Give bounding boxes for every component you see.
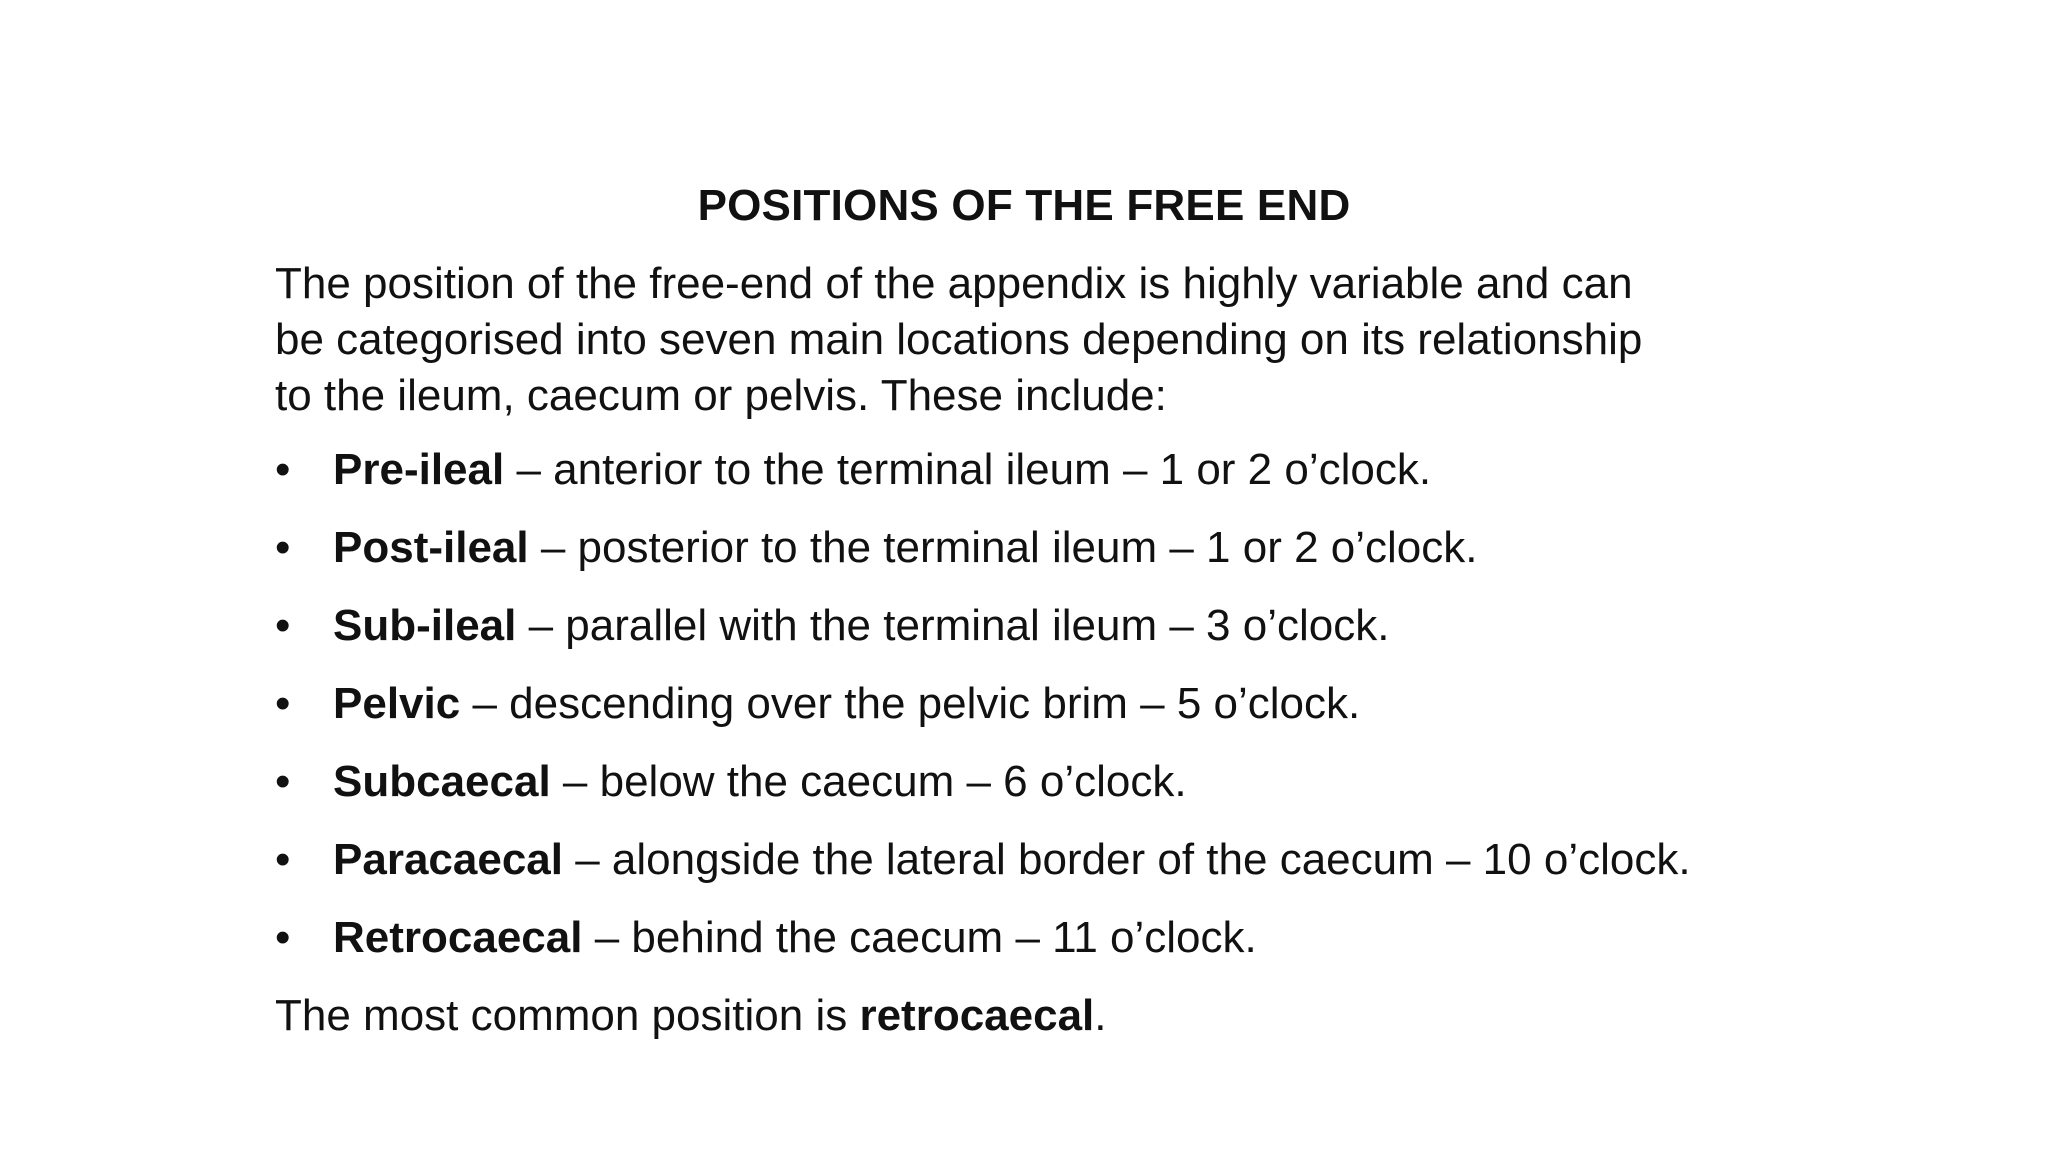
list-item-description: – behind the caecum – 11 o’clock.: [582, 913, 1257, 962]
list-item-term: Paracaecal: [333, 835, 563, 884]
bullet-icon: •: [275, 601, 291, 650]
closing-suffix: .: [1094, 991, 1107, 1040]
bullet-icon: •: [275, 913, 291, 962]
list-item-sub-ileal: [275, 596, 1835, 674]
list-item-text: [333, 518, 1478, 578]
list-item-post-ileal: [275, 518, 1835, 596]
list-item-text: [333, 830, 1691, 890]
list-item-description: – posterior to the terminal ileum – 1 or 2 o’clock.: [528, 523, 1478, 572]
list-item-pre-ileal: [275, 440, 1835, 518]
list-item-text: [333, 674, 1360, 734]
closing-statement: [275, 986, 1107, 1046]
list-item-description: – parallel with the terminal ileum – 3 o’clock.: [516, 601, 1390, 650]
list-item-term: Post-ileal: [333, 523, 529, 572]
list-item-term: Pelvic: [333, 679, 461, 728]
slide-title: POSITIONS OF THE FREE END: [697, 181, 1351, 230]
bullet-icon: •: [275, 835, 291, 884]
intro-paragraph: [275, 256, 1795, 424]
list-item-term: Retrocaecal: [333, 913, 583, 962]
closing-emphasis: retrocaecal: [859, 991, 1095, 1040]
list-item-text: [333, 752, 1187, 812]
intro-line: The position of the free-end of the appendix is highly variable and can: [275, 259, 1633, 308]
positions-list: [275, 440, 1835, 986]
list-item-retrocaecal: [275, 908, 1835, 986]
list-item-text: [333, 596, 1389, 656]
list-item-description: – descending over the pelvic brim – 5 o’clock.: [460, 679, 1361, 728]
bullet-icon: •: [275, 523, 291, 572]
list-item-pelvic: [275, 674, 1835, 752]
list-item-description: – anterior to the terminal ileum – 1 or 2 o’clock.: [504, 445, 1432, 494]
bullet-icon: •: [275, 757, 291, 806]
list-item-term: Sub-ileal: [333, 601, 517, 650]
bullet-icon: •: [275, 445, 291, 494]
list-item-description: – alongside the lateral border of the caecum – 10 o’clock.: [563, 835, 1691, 884]
bullet-icon: •: [275, 679, 291, 728]
list-item-text: [333, 908, 1257, 968]
intro-line: to the ileum, caecum or pelvis. These include:: [275, 371, 1167, 420]
intro-line: be categorised into seven main locations depending on its relationship: [275, 315, 1643, 364]
list-item-term: Subcaecal: [333, 757, 551, 806]
list-item-subcaecal: [275, 752, 1835, 830]
list-item-term: Pre-ileal: [333, 445, 505, 494]
list-item-text: [333, 440, 1431, 500]
list-item-description: – below the caecum – 6 o’clock.: [550, 757, 1187, 806]
closing-prefix: The most common position is: [275, 991, 860, 1040]
list-item-paracaecal: [275, 830, 1835, 908]
